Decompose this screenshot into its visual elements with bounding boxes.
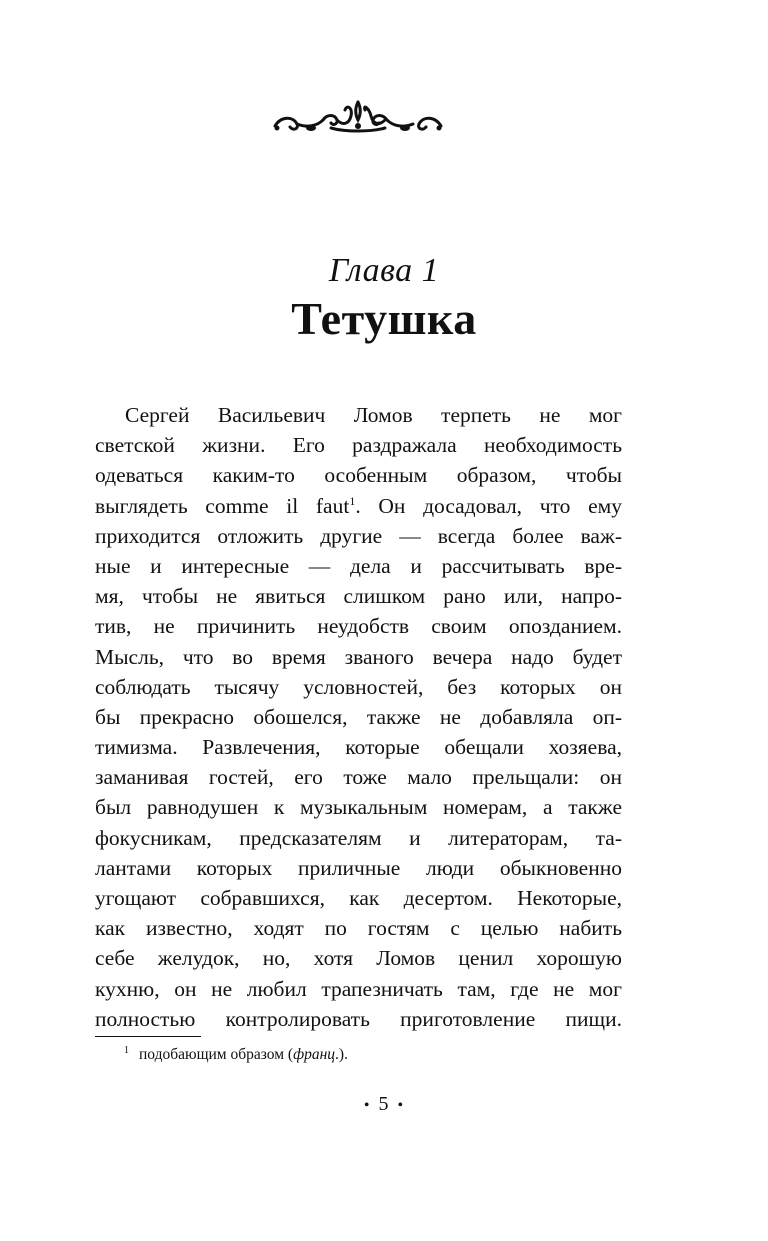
body-line: соблюдать тысячу условностей, без которых он bbox=[95, 674, 622, 699]
footnote-text-end: .). bbox=[335, 1046, 348, 1063]
body-line: бы прекрасно обошелся, также не добавляла оп- bbox=[95, 704, 622, 729]
page-number bbox=[0, 1093, 768, 1116]
body-line: заманивая гостей, его тоже мало прельщали: он bbox=[95, 765, 622, 790]
body-line: Сергей Васильевич Ломов терпеть не мог bbox=[125, 403, 622, 427]
body-line: как известно, ходят по гостям с целью набить bbox=[95, 916, 622, 941]
body-paragraph bbox=[95, 400, 622, 1064]
body-line: угощают собравшихся, как десертом. Некоторые, bbox=[95, 886, 622, 910]
footnote-divider bbox=[95, 1036, 201, 1037]
footnote bbox=[124, 1045, 348, 1064]
page-number-value: 5 bbox=[378, 1093, 390, 1115]
body-line: светской жизни. Его раздражала необходимость bbox=[95, 433, 622, 458]
body-line: тив, не причинить неудобств своим опозданием. bbox=[95, 614, 622, 639]
ornament-flourish-icon bbox=[271, 98, 445, 138]
body-line-with-footnote bbox=[95, 491, 622, 521]
footnote-text-italic: франц bbox=[293, 1046, 336, 1063]
body-line: ные и интересные — дела и рассчитывать вре- bbox=[95, 553, 622, 578]
body-line: себе желудок, но, хотя Ломов ценил хорошую bbox=[95, 946, 622, 971]
chapter-label: Глава 1 bbox=[328, 252, 440, 289]
page-bullet-right: • bbox=[397, 1097, 405, 1114]
body-line: кухню, он не любил трапезничать там, где не мог bbox=[95, 976, 622, 1001]
body-line: Мысль, что во время званого вечера надо будет bbox=[95, 644, 622, 669]
body-line: приходится отложить другие — всегда более важ- bbox=[95, 523, 622, 548]
footnote-reference[interactable]: 1 bbox=[349, 493, 356, 508]
body-line-part: выглядеть comme il faut bbox=[95, 493, 350, 518]
footnote-text: подобающим образом ( bbox=[139, 1046, 294, 1063]
body-line: был равнодушен к музыкальным номерам, а также bbox=[95, 795, 622, 820]
page-bullet-left: • bbox=[363, 1097, 371, 1114]
body-line: лантами которых приличные люди обыкновенно bbox=[95, 855, 622, 880]
body-line: фокусникам, предсказателям и литераторам, та- bbox=[95, 825, 622, 850]
body-line: мя, чтобы не явиться слишком рано или, напро- bbox=[95, 584, 622, 609]
body-line: одеваться каким-то особенным образом, чтобы bbox=[95, 463, 622, 488]
chapter-title: Тетушка bbox=[291, 293, 477, 344]
body-line: тимизма. Развлечения, которые обещали хозяева, bbox=[95, 735, 622, 760]
footnote-mark: 1 bbox=[124, 1045, 129, 1056]
body-line-part: . Он досадовал, что ему bbox=[355, 493, 622, 518]
body-line: полностью контролировать приготовление пищи. bbox=[95, 1006, 622, 1031]
